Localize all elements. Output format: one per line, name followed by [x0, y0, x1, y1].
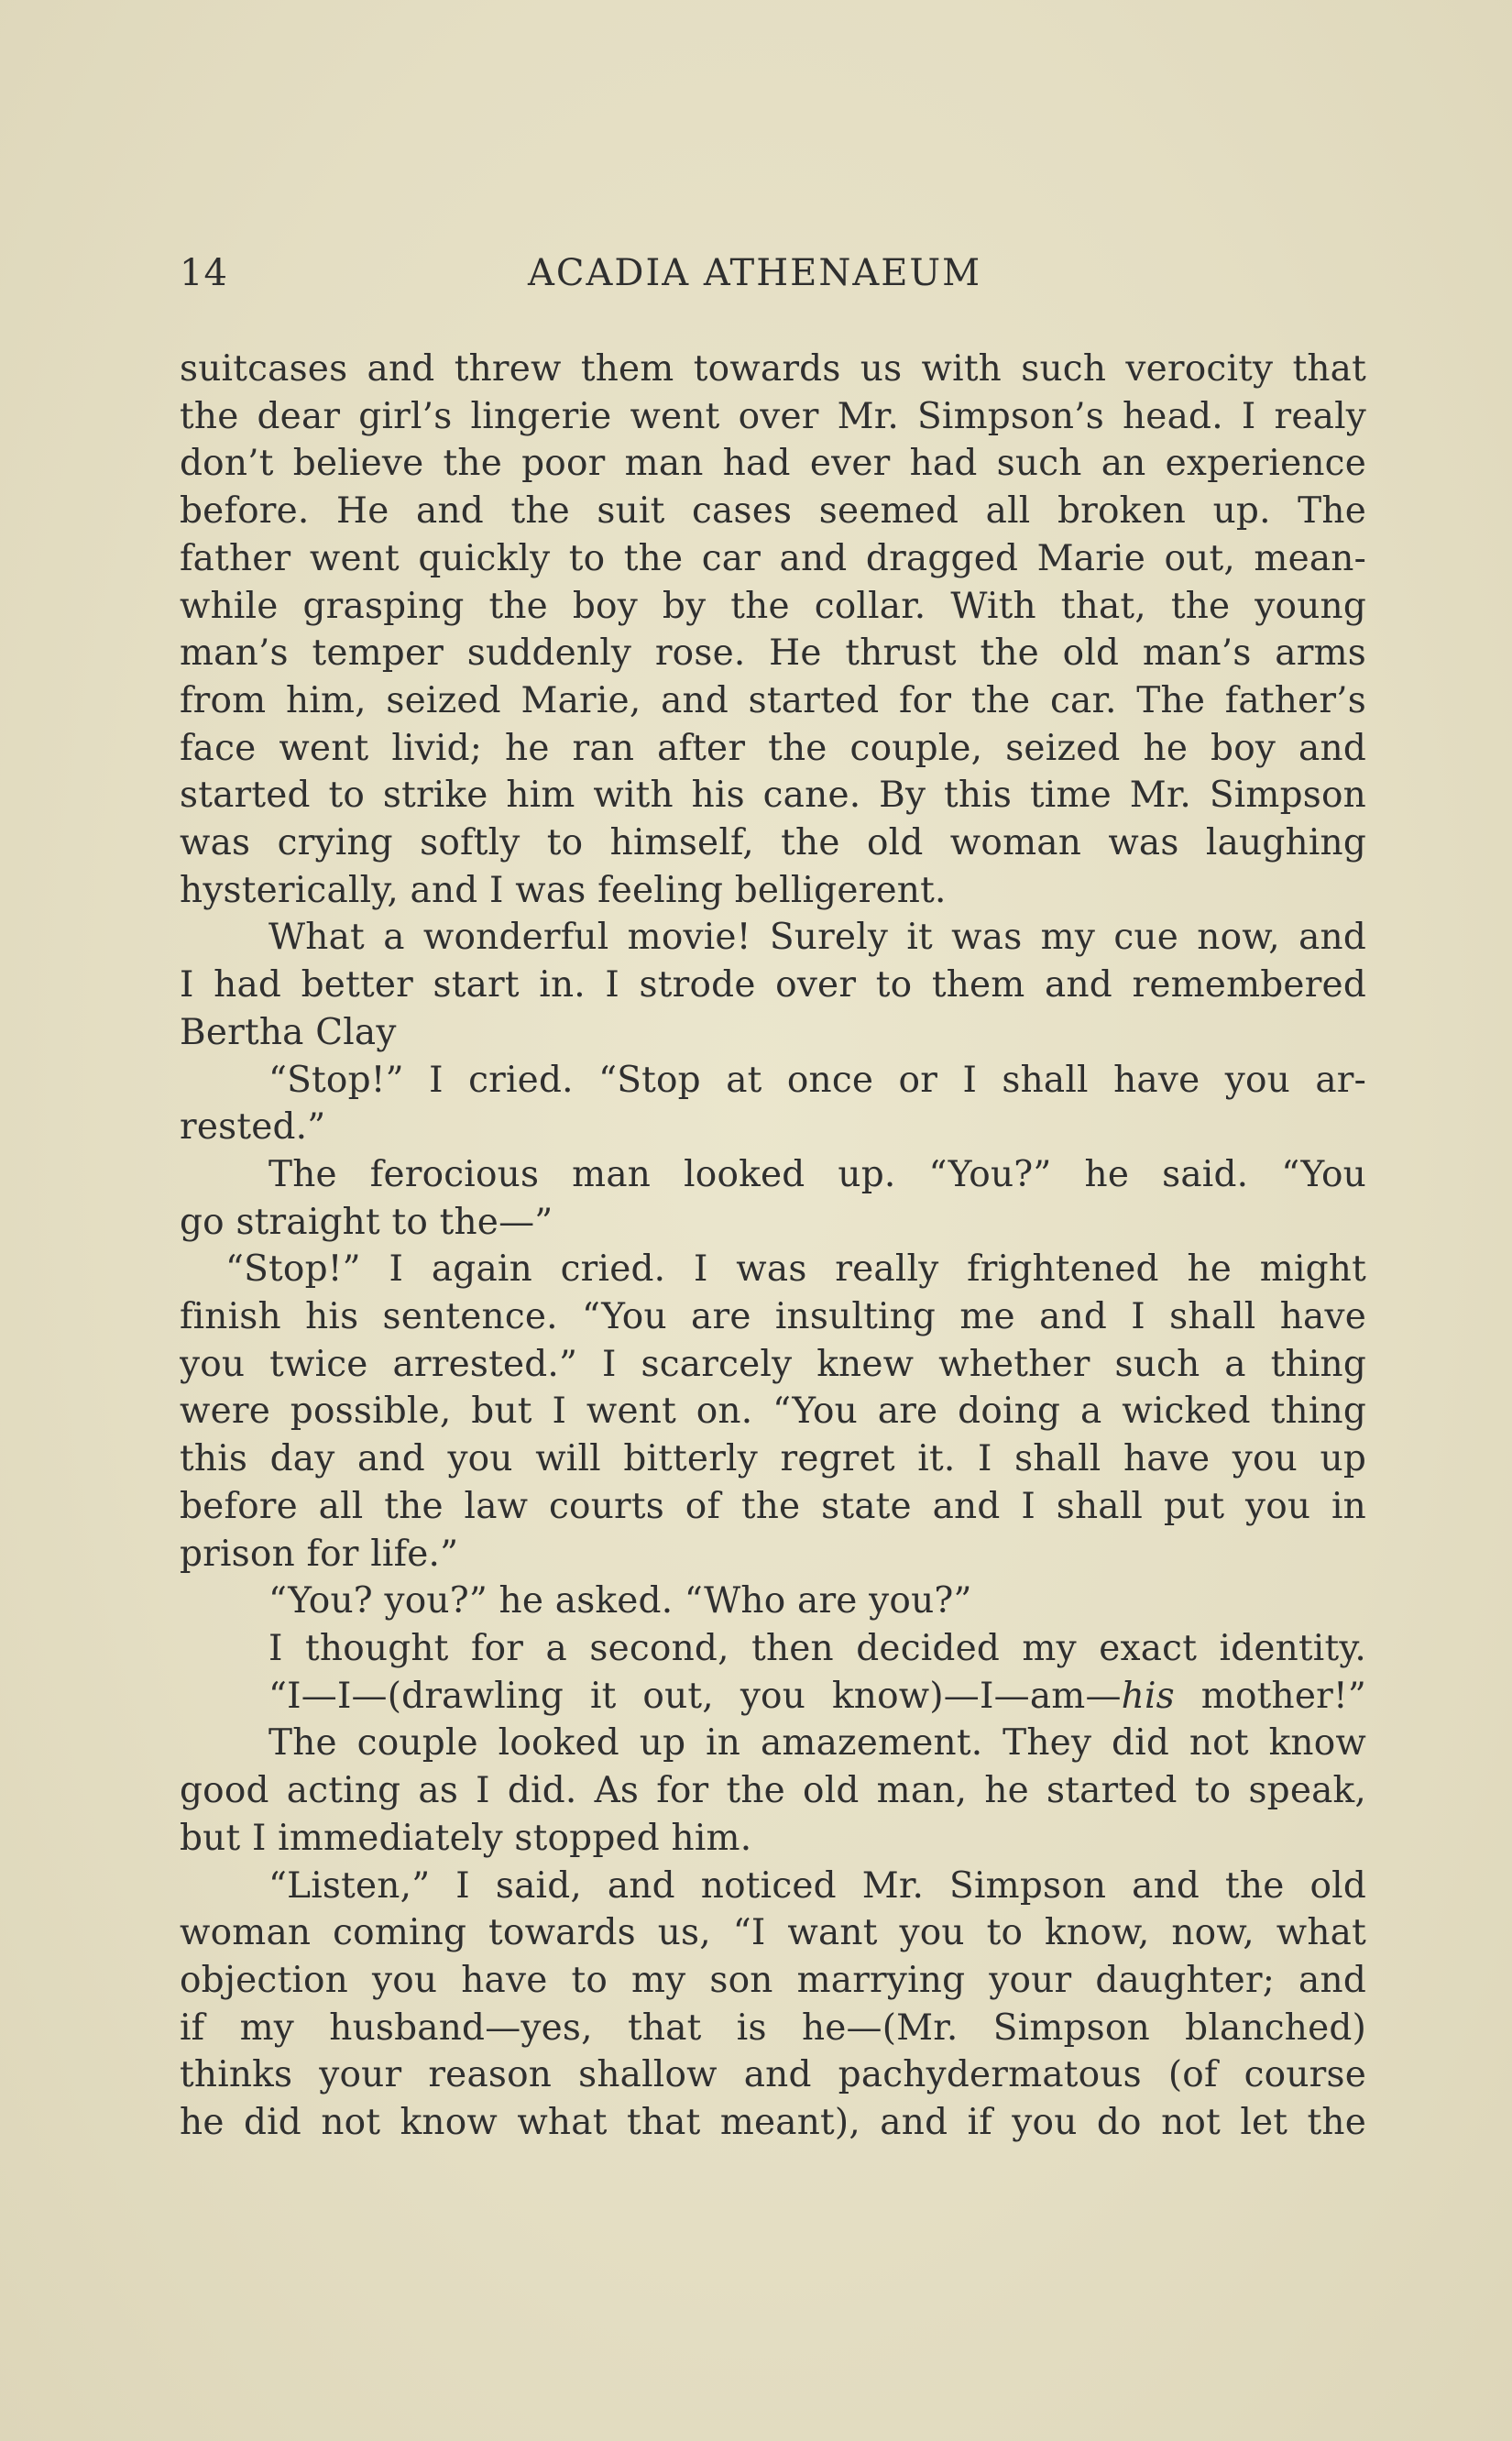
text-line: good acting as I did. As for the old man, he started to speak,: [180, 1770, 1366, 1812]
text-line: the dear girl’s lingerie went over Mr. Simpson’s head. I realy: [180, 395, 1366, 437]
text-line: before all the law courts of the state and I shall put you in: [180, 1485, 1366, 1527]
text-line: The ferocious man looked up. “You?” he said. “You: [268, 1153, 1366, 1195]
text-line: hysterically, and I was feeling belligerent.: [180, 869, 947, 911]
text-span: “I—I—(drawling it out, you know)—I—am—: [268, 1675, 1122, 1717]
text-line: face went livid; he ran after the couple, seized he boy and: [180, 727, 1366, 769]
text-line: if my husband—yes, that is he—(Mr. Simpson blanched): [180, 2007, 1366, 2049]
running-title: ACADIA ATHENAEUM: [528, 252, 982, 294]
text-line: “You? you?” he asked. “Who are you?”: [268, 1580, 972, 1622]
text-line: but I immediately stopped him.: [180, 1817, 752, 1859]
emphasis-his: his: [1121, 1675, 1175, 1717]
running-head: [180, 250, 1362, 296]
text-line: don’t believe the poor man had ever had such an experience: [180, 443, 1366, 485]
page-number: 14: [180, 252, 228, 294]
text-line: “Listen,” I said, and noticed Mr. Simpson and the old: [268, 1864, 1366, 1907]
text-line: man’s temper suddenly rose. He thrust the old man’s arms: [180, 632, 1366, 675]
text-line: I had better start in. I strode over to them and remembered: [180, 964, 1366, 1006]
text-line: was crying softly to himself, the old woman was laughing: [180, 822, 1366, 864]
text-line: before. He and the suit cases seemed all broken up. The: [180, 490, 1366, 533]
text-line: he did not know what that meant), and if you do not let the: [180, 2102, 1366, 2144]
text-line: thinks your reason shallow and pachydermatous (of course: [180, 2054, 1366, 2096]
text-line: “Stop!” I again cried. I was really frightened he might: [225, 1248, 1366, 1291]
text-line: you twice arrested.” I scarcely knew whether such a thing: [180, 1343, 1366, 1385]
text-line: What a wonderful movie! Surely it was my cue now, and: [268, 917, 1366, 959]
text-line: while grasping the boy by the collar. With that, the young: [180, 585, 1366, 627]
body-text: [180, 346, 1366, 2147]
text-line: [180, 1673, 1366, 1721]
text-line: Bertha Clay: [180, 1011, 397, 1053]
text-line: suitcases and threw them towards us with such verocity that: [180, 348, 1366, 390]
text-line: prison for life.”: [180, 1533, 459, 1575]
text-line: from him, seized Marie, and started for the car. The father’s: [180, 679, 1366, 721]
text-line: “Stop!” I cried. “Stop at once or I shall have you ar-: [268, 1059, 1366, 1101]
text-line: this day and you will bitterly regret it. I shall have you up: [180, 1438, 1366, 1480]
text-line: woman coming towards us, “I want you to know, now, what: [180, 1912, 1366, 1954]
text-line: The couple looked up in amazement. They did not know: [268, 1722, 1366, 1765]
text-line: go straight to the—”: [180, 1201, 553, 1243]
text-span: mother!”: [1174, 1675, 1366, 1717]
text-line: I thought for a second, then decided my exact identity.: [268, 1627, 1366, 1669]
text-line: were possible, but I went on. “You are doing a wicked thing: [180, 1391, 1366, 1433]
text-line: started to strike him with his cane. By this time Mr. Simpson: [180, 775, 1366, 817]
text-line: objection you have to my son marrying your daughter; and: [180, 1959, 1366, 2001]
text-line: rested.”: [180, 1106, 326, 1149]
text-line: finish his sentence. “You are insulting me and I shall have: [180, 1296, 1366, 1338]
text-line: father went quickly to the car and dragged Marie out, mean-: [180, 537, 1366, 579]
